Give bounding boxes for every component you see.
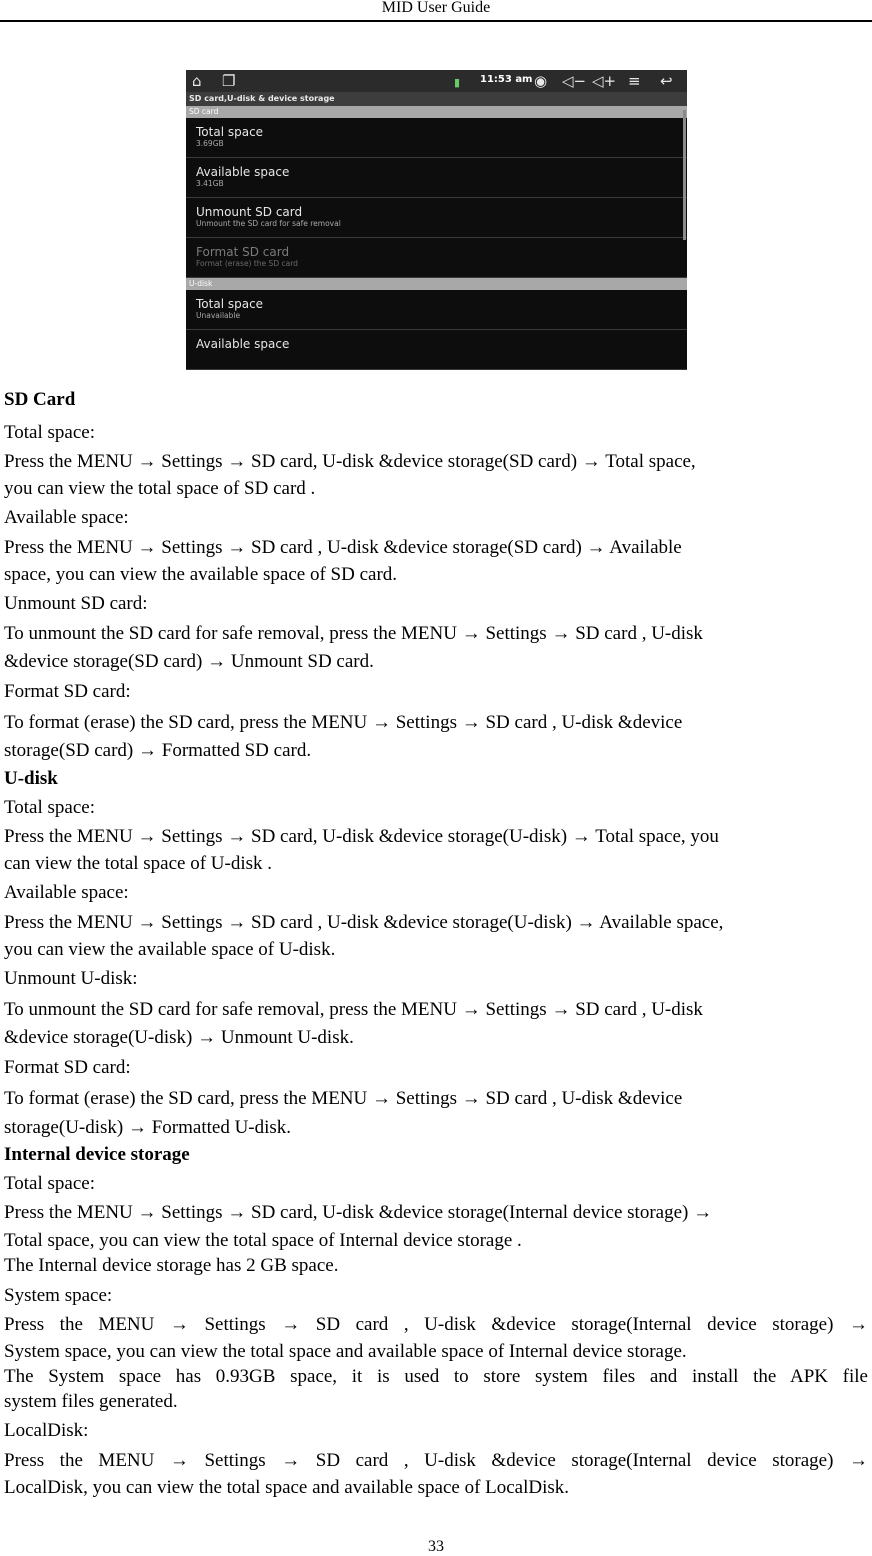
pref-title: Total space <box>196 297 264 311</box>
heading-sd-card: SD Card <box>4 389 76 410</box>
text-line: Press the MENU → Settings → SD card, U-disk &device storage(Internal device storage) → <box>4 1202 713 1223</box>
back-icon[interactable]: ↩ <box>660 72 673 90</box>
text-line: The Internal device storage has 2 GB space. <box>4 1255 339 1276</box>
pref-title: Format SD card <box>196 245 290 259</box>
text-line: &device storage(U-disk) → Unmount U-disk. <box>4 1027 354 1048</box>
pref-title: Total space <box>196 125 264 139</box>
subheading: Available space: <box>4 882 129 903</box>
text-line: Press the MENU → Settings → SD card , U-disk &device storage(Internal device storage) → <box>4 1450 868 1471</box>
subheading: System space: <box>4 1285 113 1306</box>
settings-title: SD card,U-disk & device storage <box>186 92 687 106</box>
pref-title: Available space <box>196 165 290 179</box>
text-line: Press the MENU → Settings → SD card, U-disk &device storage(U-disk) → Total space, you <box>4 826 719 847</box>
subheading: Format SD card: <box>4 1057 131 1078</box>
text-line: System space, you can view the total space and available space of Internal device storage. <box>4 1341 687 1362</box>
subheading: Total space: <box>4 1173 95 1194</box>
pref-sd-available-space[interactable] <box>186 158 687 198</box>
volume-up-icon[interactable]: ◁+ <box>592 72 617 90</box>
heading-u-disk: U-disk <box>4 768 58 789</box>
menu-icon[interactable]: ≡ <box>628 72 641 90</box>
home-icon[interactable]: ⌂ <box>192 72 202 90</box>
windows-icon[interactable]: ❐ <box>222 72 236 90</box>
text-line: system files generated. <box>4 1391 178 1412</box>
section-sd-card: SD card <box>186 106 687 118</box>
text-line: Press the MENU → Settings → SD card , U-disk &device storage(Internal device storage) → <box>4 1314 868 1335</box>
text-line: you can view the total space of SD card . <box>4 478 316 499</box>
pref-sd-total-space[interactable] <box>186 118 687 158</box>
subheading: LocalDisk: <box>4 1420 89 1441</box>
scrollbar[interactable] <box>683 110 686 240</box>
battery-icon: ▮ <box>454 76 461 89</box>
subheading: Unmount U-disk: <box>4 968 138 989</box>
pref-udisk-available-space[interactable] <box>186 330 687 370</box>
text-line: To format (erase) the SD card, press the MENU → Settings → SD card , U-disk &device <box>4 712 683 733</box>
page-header: MID User Guide <box>0 0 872 22</box>
clock: 11:53 am <box>480 74 533 85</box>
settings-screenshot <box>186 70 687 370</box>
pref-format-sd[interactable] <box>186 238 687 278</box>
text-line: can view the total space of U-disk . <box>4 853 273 874</box>
text-line: The System space has 0.93GB space, it is used to store system files and install the APK file <box>4 1366 868 1387</box>
text-line: Press the MENU → Settings → SD card , U-disk &device storage(U-disk) → Available space, <box>4 912 724 933</box>
text-line: storage(U-disk) → Formatted U-disk. <box>4 1117 292 1138</box>
heading-internal-storage: Internal device storage <box>4 1144 190 1165</box>
status-bar <box>186 70 687 92</box>
pref-title: Unmount SD card <box>196 205 303 219</box>
pref-summary: Format (erase) the SD card <box>196 259 298 268</box>
section-u-disk: U-disk <box>186 278 687 290</box>
pref-summary: Unmount the SD card for safe removal <box>196 219 341 228</box>
subheading: Format SD card: <box>4 681 131 702</box>
text-line: To format (erase) the SD card, press the MENU → Settings → SD card , U-disk &device <box>4 1088 683 1109</box>
text-line: Press the MENU → Settings → SD card , U-disk &device storage(SD card) → Available <box>4 537 682 558</box>
subheading: Unmount SD card: <box>4 593 148 614</box>
pref-title: Available space <box>196 337 290 351</box>
pref-udisk-total-space[interactable] <box>186 290 687 330</box>
subheading: Total space: <box>4 422 95 443</box>
text-line: To unmount the SD card for safe removal, press the MENU → Settings → SD card , U-disk <box>4 623 703 644</box>
text-line: Press the MENU → Settings → SD card, U-disk &device storage(SD card) → Total space, <box>4 451 696 472</box>
pref-summary: Unavailable <box>196 311 241 320</box>
subheading: Available space: <box>4 507 129 528</box>
text-line: space, you can view the available space of SD card. <box>4 564 398 585</box>
text-line: LocalDisk, you can view the total space and available space of LocalDisk. <box>4 1477 570 1498</box>
eye-icon[interactable]: ◉ <box>534 72 548 90</box>
pref-unmount-sd[interactable] <box>186 198 687 238</box>
text-line: Total space, you can view the total space of Internal device storage . <box>4 1230 522 1251</box>
pref-summary: 3.41GB <box>196 179 224 188</box>
text-line: you can view the available space of U-disk. <box>4 939 336 960</box>
text-line: To unmount the SD card for safe removal, press the MENU → Settings → SD card , U-disk <box>4 999 703 1020</box>
page-number: 33 <box>428 1538 444 1555</box>
text-line: storage(SD card) → Formatted SD card. <box>4 740 312 761</box>
subheading: Total space: <box>4 797 95 818</box>
text-line: &device storage(SD card) → Unmount SD card. <box>4 651 374 672</box>
volume-down-icon[interactable]: ◁− <box>562 72 587 90</box>
pref-summary: 3.69GB <box>196 139 224 148</box>
